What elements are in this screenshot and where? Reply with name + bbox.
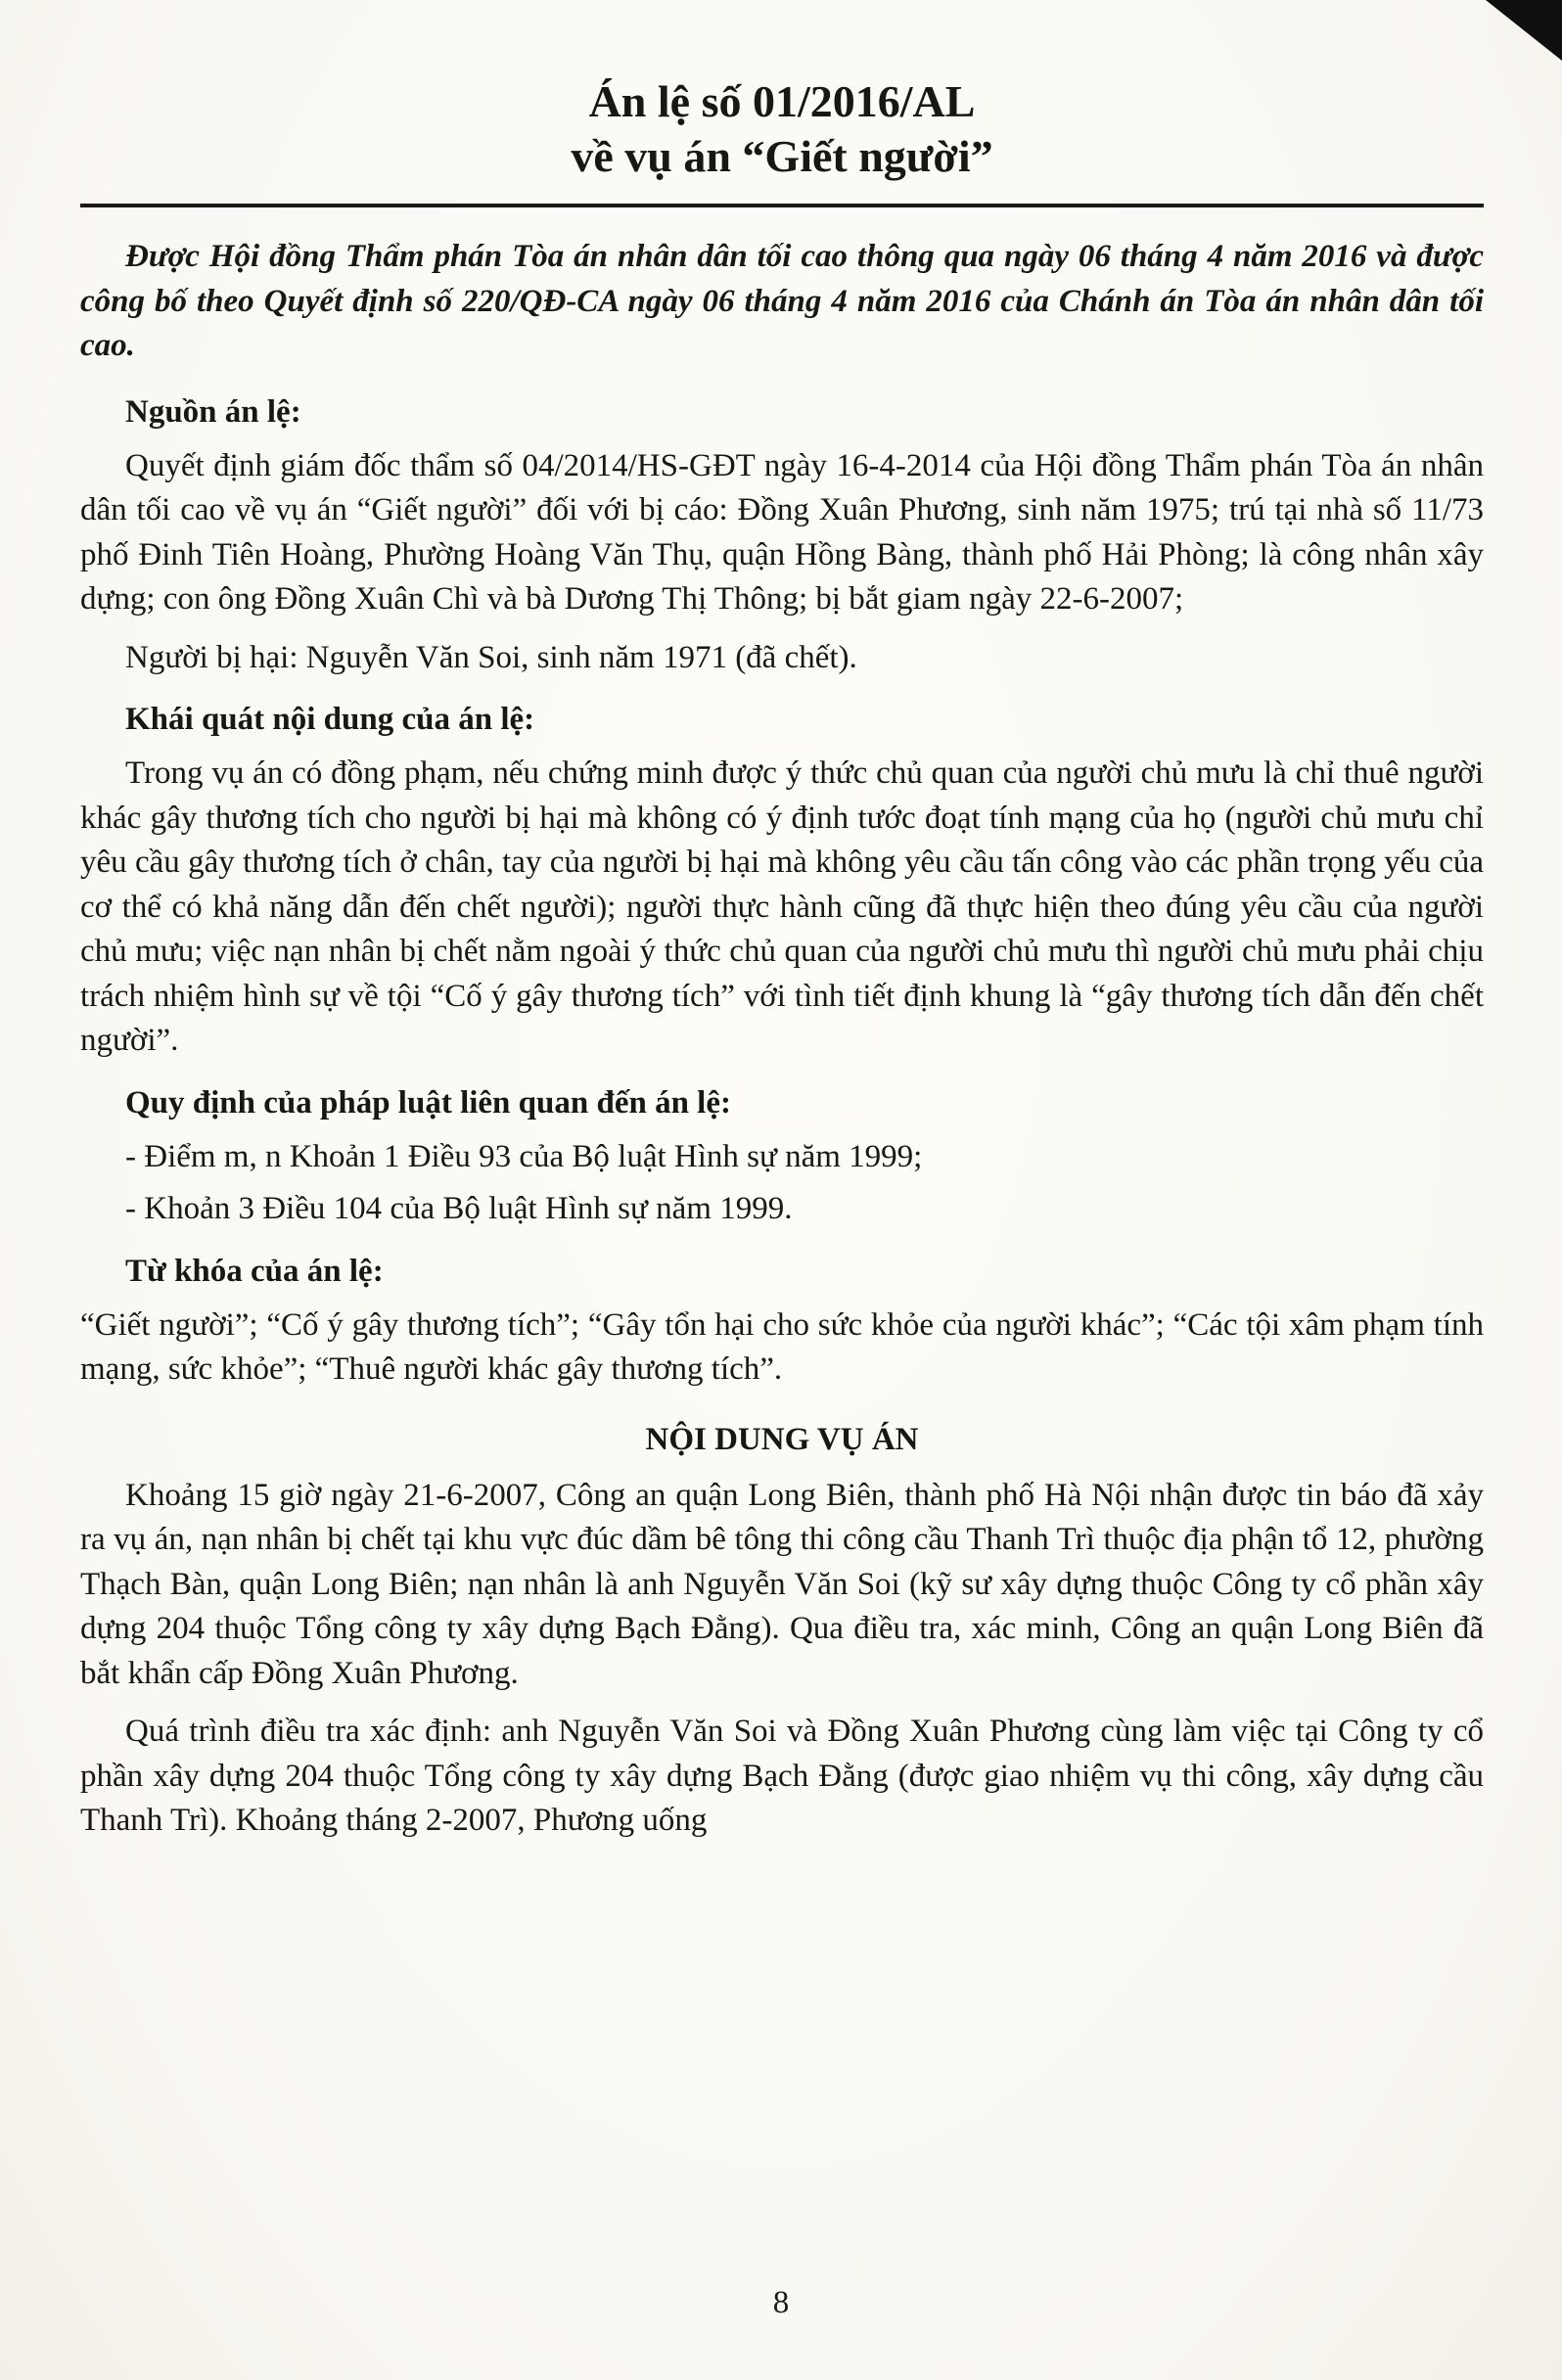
heading-related-law: Quy định của pháp luật liên quan đến án lệ: [125, 1084, 731, 1121]
document-title [80, 74, 1484, 184]
heading-case-law-summary: Khái quát nội dung của án lệ: [125, 702, 535, 738]
intro-paragraph: Được Hội đồng Thẩm phán Tòa án nhân dân tối cao thông qua ngày 06 tháng 4 năm 2016 và được công bố theo Quyết định số 220/QĐ-CA ngày 06 tháng 4 năm 2016 của Chánh án Tòa án nhân dân tối cao. [80, 239, 1484, 364]
paragraph-keywords: “Giết người”; “Cố ý gây thương tích”; “Gây tổn hại cho sức khỏe của người khác”; “Các tội xâm phạm tính mạng, sức khỏe”; “Thuê người khác gây thương tích”. [80, 1306, 1484, 1388]
heading-case-content: NỘI DUNG VỤ ÁN [645, 1421, 919, 1457]
scan-corner-artifact [1486, 0, 1562, 61]
title-divider [80, 204, 1484, 207]
title-line-2: về vụ án “Giết người” [571, 131, 993, 182]
law-item-2: - Khoản 3 Điều 104 của Bộ luật Hình sự năm 1999. [125, 1191, 793, 1227]
heading-case-law-source: Nguồn án lệ: [125, 393, 301, 430]
paragraph-victim: Người bị hại: Nguyễn Văn Soi, sinh năm 1971 (đã chết). [125, 639, 857, 675]
paragraph-case-content-2: Quá trình điều tra xác định: anh Nguyễn Văn Soi và Đồng Xuân Phương cùng làm việc tại Công ty cổ phần xây dựng 204 thuộc Tổng công ty xây dựng Bạch Đằng (được giao nhiệm vụ thi công, xây dựng cầu Thanh Trì). Khoảng tháng 2-2007, Phương uống [80, 1714, 1484, 1839]
title-line-1: Án lệ số 01/2016/AL [588, 76, 976, 126]
heading-keywords: Từ khóa của án lệ: [125, 1253, 384, 1289]
page-number: 8 [772, 2285, 790, 2320]
law-item-1: - Điểm m, n Khoản 1 Điều 93 của Bộ luật Hình sự năm 1999; [125, 1138, 923, 1174]
paragraph-summary: Trong vụ án có đồng phạm, nếu chứng minh được ý thức chủ quan của người chủ mưu là chỉ thuê người khác gây thương tích cho người bị hại mà không có ý định tước đoạt tính mạng của họ (người chủ mưu chỉ yêu cầu gây thương tích ở chân, tay của người bị hại mà không yêu cầu tấn công vào các phần trọng yếu của cơ thể có khả năng dẫn đến chết người); người thực hành cũng đã thực hiện theo đúng yêu cầu của người chủ mưu; việc nạn nhân bị chết nằm ngoài ý thức chủ quan của người chủ mưu thì người chủ mưu phải chịu trách nhiệm hình sự về tội “Cố ý gây thương tích” với tình tiết định khung là “gây thương tích dẫn đến chết người”. [80, 755, 1484, 1059]
paragraph-case-content-1: Khoảng 15 giờ ngày 21-6-2007, Công an quận Long Biên, thành phố Hà Nội nhận được tin báo đã xảy ra vụ án, nạn nhân bị chết tại khu vực đúc dầm bê tông thi công cầu Thanh Trì thuộc địa phận tổ 12, phường Thạch Bàn, quận Long Biên; nạn nhân là anh Nguyễn Văn Soi (kỹ sư xây dựng thuộc Công ty cổ phần xây dựng 204 thuộc Tổng công ty xây dựng Bạch Đằng). Qua điều tra, xác minh, Công an quận Long Biên đã bắt khẩn cấp Đồng Xuân Phương. [80, 1477, 1484, 1691]
paragraph-source-decision: Quyết định giám đốc thẩm số 04/2014/HS-GĐT ngày 16-4-2014 của Hội đồng Thẩm phán Tòa án nhân dân tối cao về vụ án “Giết người” đối với bị cáo: Đồng Xuân Phương, sinh năm 1975; trú tại nhà số 11/73 phố Đinh Tiên Hoàng, Phường Hoàng Văn Thụ, quận Hồng Bàng, thành phố Hải Phòng; là công nhân xây dựng; con ông Đồng Xuân Chì và bà Dương Thị Thông; bị bắt giam ngày 22-6-2007; [80, 447, 1484, 618]
